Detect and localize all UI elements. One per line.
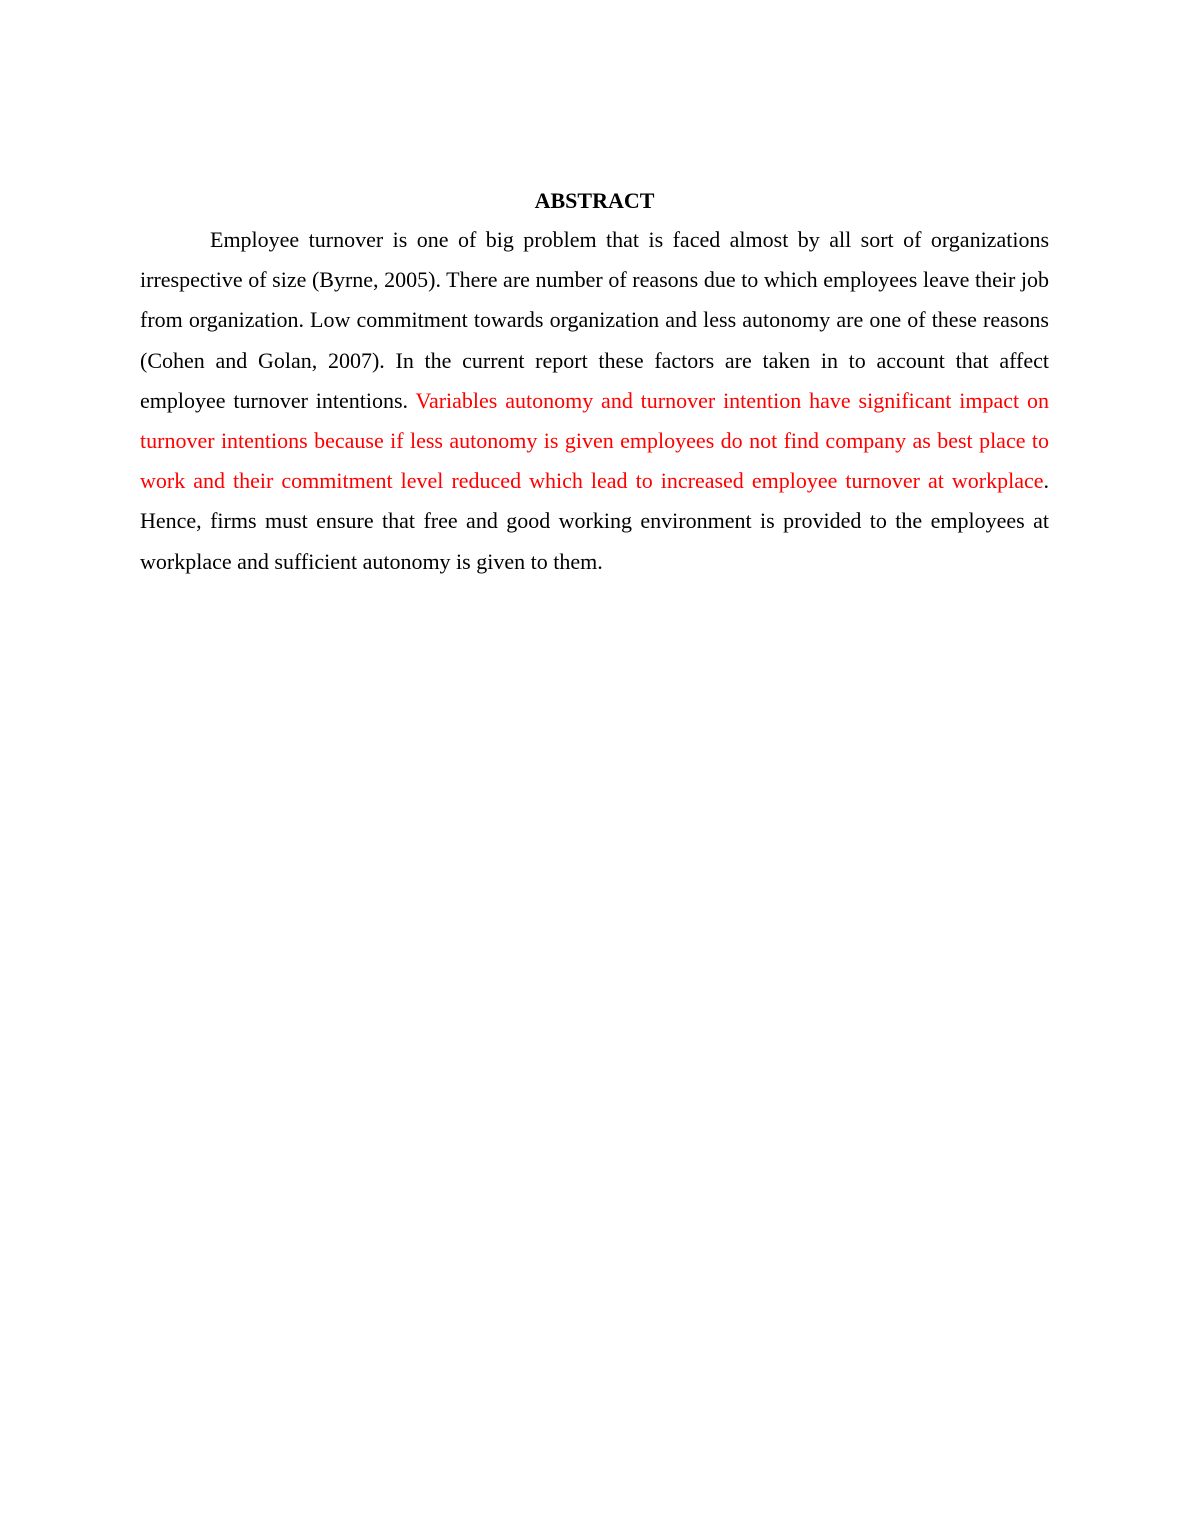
abstract-text-part2: . Hence, firms must ensure that free and good working environment is provided to the employees at workplace and sufficient autonomy is given to them. [140,468,1049,574]
highlighted-text: Variables autonomy and turnover intention have significant impact on turnover intentions because if less autonomy is given employees do not find company as best place to work and their commitment level reduced which lead to increased employee turnover at workplace [140,387,1049,494]
abstract-section [140,184,1049,582]
abstract-text-part1: Employee turnover is one of big problem that is faced almost by all sort of organizations irrespective of size (Byrne, 2005). There are number of reasons due to which employees leave their job from organization. Low commitment towards organization and less autonomy are one of these reasons (Cohen and Golan, 2007). In the current report these factors are taken in to account that affect employee turnover intentions. [140,227,1049,413]
abstract-title: ABSTRACT [534,188,655,213]
abstract-paragraph [140,220,1049,582]
